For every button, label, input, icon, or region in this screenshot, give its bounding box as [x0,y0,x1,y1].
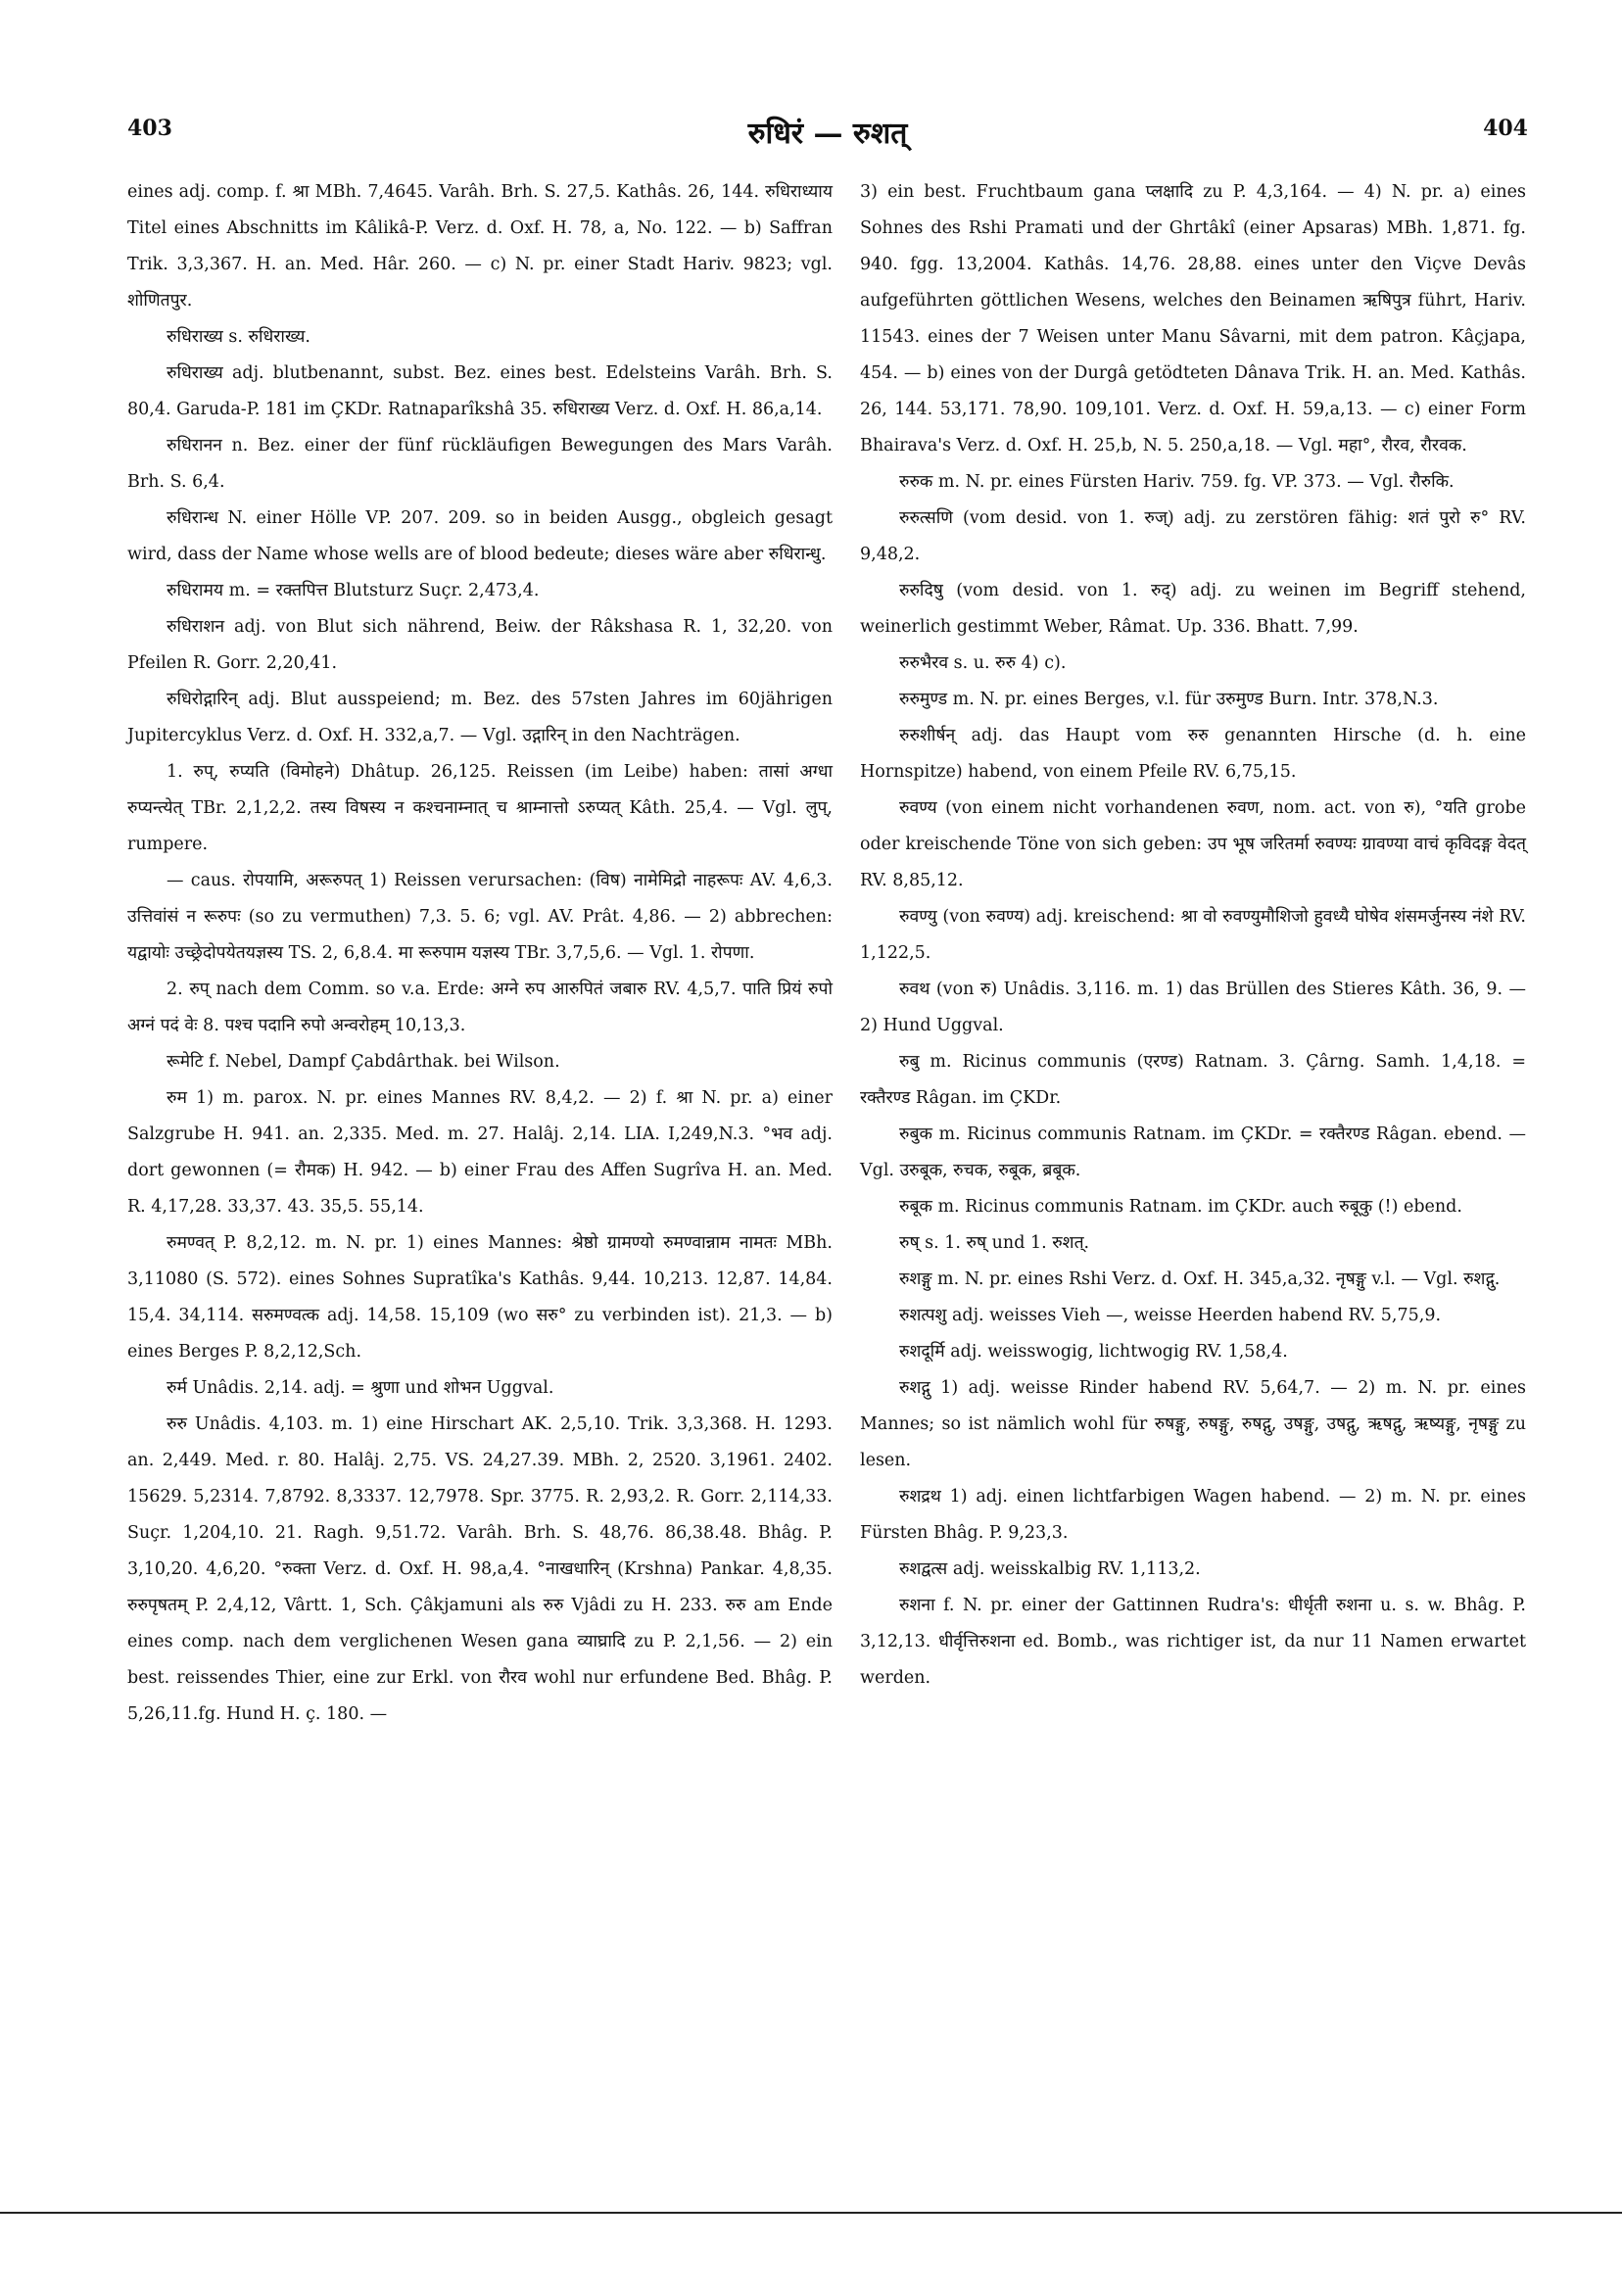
running-head: रुधिरं — रुशत् [747,117,908,151]
right-column [860,174,1526,1697]
dictionary-entry: रुरुभैरव s. u. रुरु 4) c). [899,653,1067,673]
dictionary-entry: रुरुदिषु (vom desid. von 1. रुद्) adj. zu weinen im Begriff stehend, weinerlich gestimmt Weber, Râmat. Up. 336. Bhatt. 7,99. [860,581,1526,637]
dictionary-entry: रुरुशीर्षन् adj. das Haupt vom रुरु genannten Hirsche (d. h. eine Hornspitze) habend, von einem Pfeile RV. 6,75,15. [860,726,1526,782]
dictionary-entry: रुरु Unâdis. 4,103. m. 1) eine Hirschart AK. 2,5,10. Trik. 3,3,368. H. 1293. an. 2,449. Med. r. 80. Halâj. 2,75. VS. 24,27.39. MBh. 2, 2520. 3,1961. 2402. 15629. 5,2314. 7,8792. 8,3337. 12,7978. Spr. 3775. R. 2,93,2. R. Gorr. 2,114,33. Suçr. 1,204,10. 21. Ragh. 9,51.72. Varâh. Brh. S. 48,76. 86,38.48. Bhâg. P. 3,10,20. 4,6,20. °रुक्ता Verz. d. Oxf. H. 98,a,4. °नाखधारिन् (Krshna) Pankar. 4,8,35. रुरुपृषतम् P. 2,4,12, Vârtt. 1, Sch. Çâkjamuni als रुरु Vjâdi zu H. 233. रुरु am Ende eines comp. nach dem verglichenen Wesen gana व्याघ्रादि zu P. 2,1,56. — 2) ein best. reissendes Thier, eine zur Erkl. von रौरव wohl nur erfundene Bed. Bhâg. P. 5,26,11.fg. Hund H. ç. 180. — [127,1414,833,1724]
dictionary-entry: रूमेटि f. Nebel, Dampf Çabdârthak. bei Wilson. [167,1052,560,1072]
footer-rule [0,2212,1622,2214]
dictionary-entry: रुधिरामय m. = रक्तपित्त Blutsturz Suçr. 2,473,4. [167,581,540,600]
dictionary-entry: रुशद्गु 1) adj. weisse Rinder habend RV. 5,64,7. — 2) m. N. pr. eines Mannes; so ist nämlich wohl für रुषङ्गु, रुषङ्गु, रुषद्गु, उषङ्गु, उषद्गु, ऋषद्गु, ऋष्यङ्गु, नृषङ्गु zu lesen. [860,1378,1526,1470]
dictionary-entry: रुष् s. 1. रुष् und 1. रुशत्. [899,1233,1090,1253]
dictionary-entry: — caus. रोपयामि, अरूरुपत् 1) Reissen verursachen: (विष) नामेमिद्रो नाहरूपः AV. 4,6,3. उत्तिवांसं न रूरुपः (so zu vermuthen) 7,3. 5. 6; vgl. AV. Prât. 4,86. — 2) abbrechen: यद्वायोः उच्छ्रेदोपयेतयज्ञस्य TS. 2, 6,8.4. मा रूरुपाम यज्ञस्य TBr. 3,7,5,6. — Vgl. 1. रोपणा. [127,871,833,963]
dictionary-entry: रुशदूर्मि adj. weisswogig, lichtwogig RV. 1,58,4. [899,1342,1288,1362]
dictionary-entry: रुरुक m. N. pr. eines Fürsten Hariv. 759. fg. VP. 373. — Vgl. रौरुकि. [899,472,1455,492]
dictionary-entry: रुशना f. N. pr. einer der Gattinnen Rudra's: धीर्धृती रुशना u. s. w. Bhâg. P. 3,12,13. धीर्वृत्तिरुशना ed. Bomb., was richtiger ist, da nur 11 Namen erwartet werden. [860,1596,1526,1688]
dictionary-entry: 2. रुप् nach dem Comm. so v.a. Erde: अग्ने रुप आरुपितं जबारु RV. 4,5,7. पाति प्रियं रुपो अग्नं पदं वेः 8. पश्च पदानि रुपो अन्वरोहम् 10,13,3. [127,980,833,1035]
dictionary-entry: रुवण्यु (von रुवण्य) adj. kreischend: श्रा वो रुवण्युमौशिजो हुवध्यै घोषेव शंसमर्जुनस्य नंशे RV. 1,122,5. [860,907,1526,963]
dictionary-entry: रुधिरोद्गारिन् adj. Blut ausspeiend; m. Bez. des 57sten Jahres im 60jährigen Jupitercyklus Verz. d. Oxf. H. 332,a,7. — Vgl. उद्गारिन् in den Nachträgen. [127,690,833,745]
page-number-right: 404 [1483,116,1528,141]
dictionary-entry: रुर्म Unâdis. 2,14. adj. = श्रुणा und शोभन Uggval. [167,1378,554,1398]
dictionary-entry: रुशद्रथ 1) adj. einen lichtfarbigen Wagen habend. — 2) m. N. pr. eines Fürsten Bhâg. P. 9,23,3. [860,1487,1526,1543]
left-column [127,174,833,1733]
dictionary-entry: रुधिराशन adj. von Blut sich nährend, Beiw. der Râkshasa R. 1, 32,20. von Pfeilen R. Gorr. 2,20,41. [127,617,833,673]
dictionary-entry: रुवण्य (von einem nicht vorhandenen रुवण, nom. act. von रु), °यति grobe oder kreischende Töne von sich geben: उप भूष जरितर्मा रुवण्यः ग्रावण्या वाचं कृविदङ्ग वेदत् RV. 8,85,12. [860,798,1526,890]
dictionary-entry: रुधिरानन n. Bez. einer der fünf rückläufigen Bewegungen des Mars Varâh. Brh. S. 6,4. [127,436,833,492]
dictionary-entry: रुशत्पशु adj. weisses Vieh —, weisse Heerden habend RV. 5,75,9. [899,1306,1442,1325]
page-number-left: 403 [127,116,172,141]
dictionary-entry: रुरुमुण्ड m. N. pr. eines Berges, v.l. für उरुमुण्ड Burn. Intr. 378,N.3. [899,690,1439,709]
dictionary-entry: रुबुक m. Ricinus communis Ratnam. im ÇKDr. = रक्तैरण्ड Râgan. ebend. — Vgl. उरुबूक, रुचक, रुबूक, ब्रबूक. [860,1124,1526,1180]
dictionary-entry: रुधिराख्य s. रुधिराख्य. [167,327,310,347]
dictionary-entry: रुशङ्गु m. N. pr. eines Rshi Verz. d. Oxf. H. 345,a,32. नृषङ्गु v.l. — Vgl. रुशद्गु. [899,1269,1501,1289]
dictionary-entry: रुरुत्सणि (vom desid. von 1. रुज्) adj. zu zerstören fähig: शतं पुरो रु° RV. 9,48,2. [860,508,1526,564]
dictionary-entry: 3) ein best. Fruchtbaum gana प्लक्षादि zu P. 4,3,164. — 4) N. pr. a) eines Sohnes des Rshi Pramati und der Ghrtâkî (einer Apsaras) MBh. 1,871. fg. 940. fgg. 13,2004. Kathâs. 14,76. 28,88. eines unter den Viçve Devâs aufgeführten göttlichen Wesens, welches den Beinamen ऋषिपुत्र führt, Hariv. 11543. eines der 7 Weisen unter Manu Sâvarni, mit dem patron. Kâçjapa, 454. — b) eines von der Durgâ getödteten Dânava Trik. H. an. Med. Kathâs. 26, 144. 53,171. 78,90. 109,101. Verz. d. Oxf. H. 59,a,13. — c) einer Form Bhairava's Verz. d. Oxf. H. 25,b, N. 5. 250,a,18. — Vgl. महा°, रौरव, रौरवक. [860,182,1526,455]
dictionary-entry: रुमण्वत् P. 8,2,12. m. N. pr. 1) eines Mannes: श्रेष्ठो ग्रामण्यो रुमण्वान्नाम नामतः MBh. 3,11080 (S. 572). eines Sohnes Supratîka's Kathâs. 9,44. 10,213. 12,87. 14,84. 15,4. 34,114. सरुमण्वत्क adj. 14,58. 15,109 (wo सरु° zu verbinden ist). 21,3. — b) eines Berges P. 8,2,12,Sch. [127,1233,833,1362]
dictionary-entry: रुबूक m. Ricinus communis Ratnam. im ÇKDr. auch रुबूकु (!) ebend. [899,1197,1462,1217]
dictionary-entry: रुशद्वत्स adj. weisskalbig RV. 1,113,2. [899,1559,1201,1579]
dictionary-entry: रुधिरान्ध N. einer Hölle VP. 207. 209. so in beiden Ausgg., obgleich gesagt wird, dass der Name whose wells are of blood bedeute; dieses wäre aber रुधिरान्धु. [127,508,833,564]
page-header [127,116,1528,155]
dictionary-entry: रुधिराख्य adj. blutbenannt, subst. Bez. eines best. Edelsteins Varâh. Brh. S. 80,4. Garuda-P. 181 im ÇKDr. Ratnaparîkshâ 35. रुधिराख्य Verz. d. Oxf. H. 86,a,14. [127,363,833,419]
dictionary-entry: रुम 1) m. parox. N. pr. eines Mannes RV. 8,4,2. — 2) f. श्रा N. pr. a) einer Salzgrube H. 941. an. 2,335. Med. m. 27. Halâj. 2,14. LIA. I,249,N.3. °भव adj. dort gewonnen (= रौमक) H. 942. — b) einer Frau des Affen Sugrîva H. an. Med. R. 4,17,28. 33,37. 43. 35,5. 55,14. [127,1088,833,1217]
dictionary-entry: 1. रुप्, रुप्यति (विमोहने) Dhâtup. 26,125. Reissen (im Leibe) haben: तासां अग्धा रुप्यन्त्येत् TBr. 2,1,2,2. तस्य विषस्य न कश्चनाम्नात् च श्राम्नात्तो ऽरुप्यत् Kâth. 25,4. — Vgl. लुप्, rumpere. [127,762,833,854]
dictionary-entry: रुवथ (von रु) Unâdis. 3,116. m. 1) das Brüllen des Stieres Kâth. 36, 9. — 2) Hund Uggval. [860,980,1526,1035]
dictionary-entry: eines adj. comp. f. श्रा MBh. 7,4645. Varâh. Brh. S. 27,5. Kathâs. 26, 144. रुधिराध्याय Titel eines Abschnitts im Kâlikâ-P. Verz. d. Oxf. H. 78, a, No. 122. — b) Saffran Trik. 3,3,367. H. an. Med. Hâr. 260. — c) N. pr. einer Stadt Hariv. 9823; vgl. शोणितपुर. [127,182,833,311]
dictionary-entry: रुबु m. Ricinus communis (एरण्ड) Ratnam. 3. Çârng. Samh. 1,4,18. = रक्तैरण्ड Râgan. im ÇKDr. [860,1052,1526,1108]
